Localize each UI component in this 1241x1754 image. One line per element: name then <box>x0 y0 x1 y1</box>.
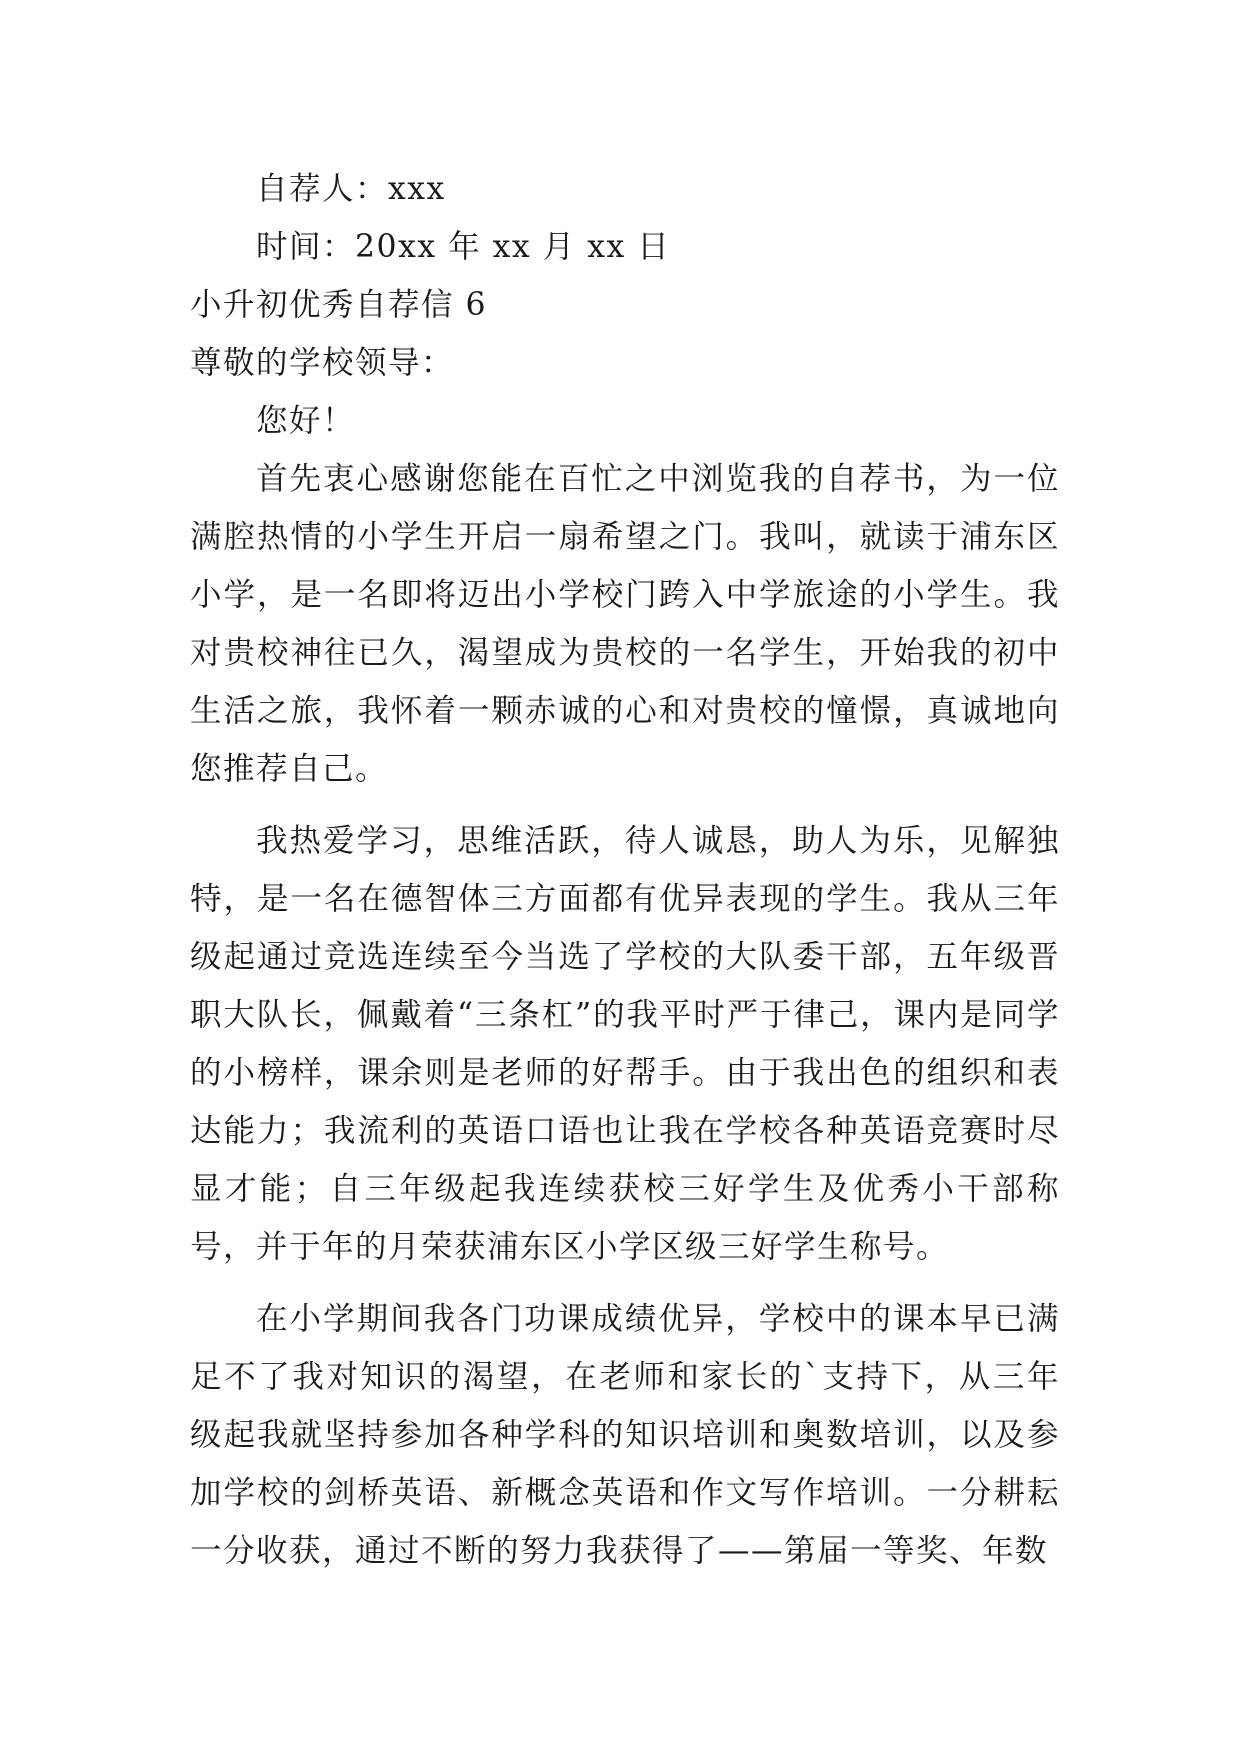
date-line: 时间：20xx 年 xx 月 xx 日 <box>256 229 671 265</box>
greeting: 您好！ <box>256 403 356 439</box>
paragraph-1: 首先衷心感谢您能在百忙之中浏览我的自荐书，为一位满腔热情的小学生开启一扇希望之门。我叫，就读于浦东区小学，是一名即将迈出小学校门跨入中学旅途的小学生。我对贵校神往已久，渴望成为贵校的一名学生，开始我的初中生活之旅，我怀着一颗赤诚的心和对贵校的憧憬，真诚地向您推荐自己。 <box>190 461 1060 787</box>
paragraph-2: 我热爱学习，思维活跃，待人诚恳，助人为乐，见解独特，是一名在德智体三方面都有优异表现的学生。我从三年级起通过竞选连续至今当选了学校的大队委干部，五年级晋职大队长，佩戴着“三条杠”的我平时严于律己，课内是同学的小榜样，课余则是老师的好帮手。由于我出色的组织和表达能力；我流利的英语口语也让我在学校各种英语竞赛时尽显才能；自三年级起我连续获校三好学生及优秀小干部称号，并于年的月荣获浦东区小学区级三好学生称号。 <box>190 823 1060 1265</box>
letter-body <box>190 160 1060 1580</box>
paragraph-3: 在小学期间我各门功课成绩优异，学校中的课本早已满足不了我对知识的渴望，在老师和家长的`支持下，从三年级起我就坚持参加各种学科的知识培训和奥数培训，以及参加学校的剑桥英语、新概念英语和作文写作培训。一分耕耘一分收获，通过不断的努力我获得了——第届一等奖、年数 <box>190 1301 1060 1569</box>
signature-line: 自荐人：xxx <box>256 171 446 207</box>
salutation: 尊敬的学校领导： <box>190 345 455 381</box>
document-title: 小升初优秀自荐信 6 <box>190 287 488 323</box>
